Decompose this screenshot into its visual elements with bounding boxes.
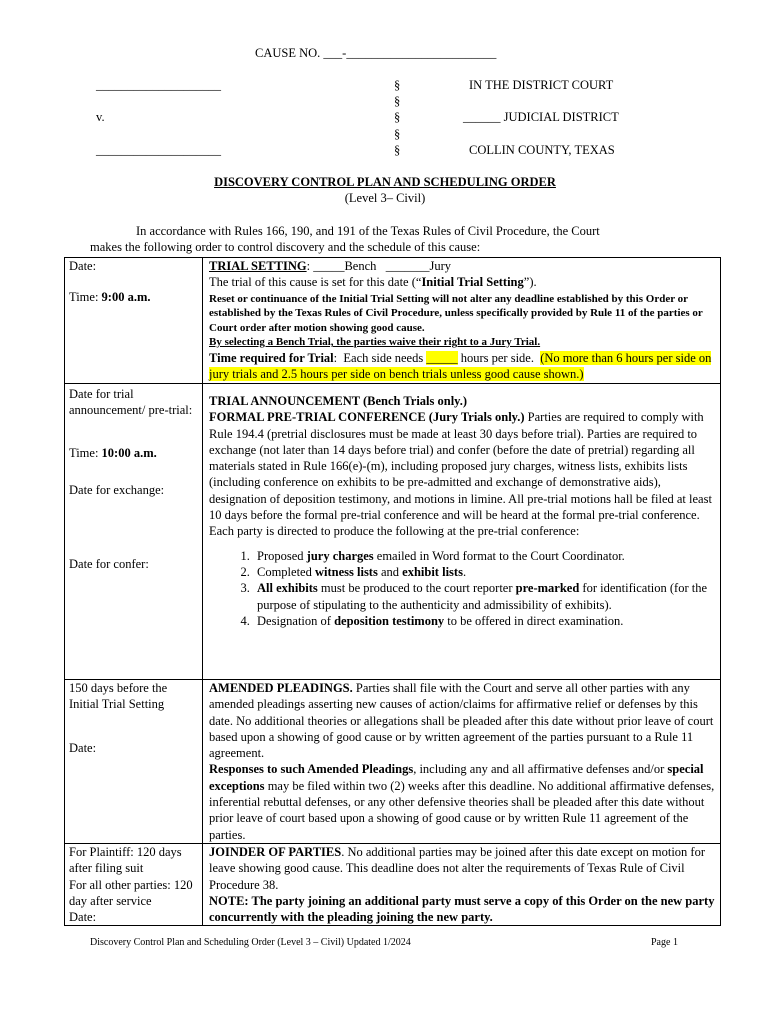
trial-setting-heading: TRIAL SETTING: _____Bench _______Jury [209,259,452,273]
joinder-paragraph: JOINDER OF PARTIES. No additional parties may be joined after this date except on motion for leave showing good cause. This deadline does not alter the requirements of Texas Rule of Civil Procedure 38. [209,845,706,892]
district-label: ______ JUDICIAL DISTRICT [463,110,619,124]
defendant-blank: ____________________ [96,143,221,157]
footer-title: Discovery Control Plan and Scheduling Order (Level 3 – Civil) Updated 1/2024 [90,937,411,948]
table-row [65,680,721,844]
table-row [65,844,721,926]
pretrial-items-list [209,548,716,629]
page-subtitle: (Level 3– Civil) [344,191,426,205]
trial-setting-cell [203,258,721,384]
joinder-date-label: Date: [69,910,97,925]
page-title: DISCOVERY CONTROL PLAN AND SCHEDULING ORDER [214,175,556,189]
plaintiff-blank: ____________________ [96,78,221,92]
list-item: 1. Proposed jury charges emailed in Word format to the Court Coordinator. [253,548,716,564]
section-sign: § [394,78,401,92]
cause-number: CAUSE NO. ___-________________________ [255,46,497,60]
responses-paragraph: Responses to such Amended Pleadings, including any and all affirmative defenses and/or special exceptions may be filed within two (2) weeks after this deadline. No additional affirmative defenses, inferential rebuttal defenses, or any other defensive theories shall be pleaded after this date without prior leave of court based upon a showing of good cause or by written Rule 11 agreement of the parties. [209,762,715,842]
pretrial-date-label: Date for trial announcement/ pre-trial: [69,387,193,418]
section-sign: § [394,143,401,157]
joinder-cell [203,844,721,926]
exchange-date-label: Date for exchange: [69,482,165,497]
list-item: 4. Designation of deposition testimony to be offered in direct examination. [253,613,716,629]
section-sign: § [394,127,401,141]
table-row [65,258,721,384]
pretrial-paragraph: FORMAL PRE-TRIAL CONFERENCE (Jury Trials only.) Parties are required to comply with Rule 194.4 (pretrial disclosures must be made at least 30 days before trial). Parties are required to exchange (not later than 14 days before trial) and confer (before the date of pretrial) regarding all materials stated in Rule 166(e)-(m), including proposed jury charges, witness lists, exhibits lists (including conference on exhibits to be pre-admitted and exchange of demonstrative aids), designation of deposition testimony, and motions in limine. All pre-trial motions hall be filed at least 10 days before the formal pre-trial conference and will be heard at the formal pre-trial conference. Each party is directed to produce the following at the pre-trial conference: [209,410,712,539]
amended-pleadings-cell [203,680,721,844]
pretrial-left-cell [65,384,203,680]
other-parties-deadline-label: For all other parties: 120 day after service [69,877,193,908]
pretrial-cell [203,384,721,680]
court-label: IN THE DISTRICT COURT [469,78,614,92]
time-required: Time required for Trial: Each side needs _____ hours per side. (No more than 6 hours per side on jury trials and 2.5 hours per side on bench trials unless good cause shown.) [209,350,712,381]
amended-pleadings-paragraph: AMENDED PLEADINGS. Parties shall file with the Court and serve all other parties with any amended pleadings asserting new causes of action/claims for affirmative relief or defenses by this date. No additional theories or allegations shall be pleaded after this date without prior leave of court based upon a showing of good cause or by written agreement of the parties pursuant to a Rule 11 agreement. [209,681,714,761]
trial-setting-paragraph: The trial of this cause is set for this date (“Initial Trial Setting”). [209,275,537,290]
confer-date-label: Date for confer: [69,557,149,572]
bench-trial-notice: By selecting a Bench Trial, the parties waive their right to a Jury Trial. [209,336,541,349]
trial-date-label: Date: [69,259,97,273]
plaintiff-deadline-label: For Plaintiff: 120 days after filing suit [69,845,182,876]
list-item: 2. Completed witness lists and exhibit lists. [253,564,716,580]
versus-label: v. [96,110,105,124]
amended-date-label: Date: [69,740,97,755]
amended-deadline-label: 150 days before the Initial Trial Setting [69,681,168,712]
intro-line-1: In accordance with Rules 166, 190, and 191 of the Texas Rules of Civil Procedure, the Court [136,224,600,238]
county-label: COLLIN COUNTY, TEXAS [469,143,615,157]
page-number: Page 1 [651,937,678,948]
amended-left-cell [65,680,203,844]
joinder-left-cell [65,844,203,926]
table-row [65,384,721,680]
trial-announcement-heading: TRIAL ANNOUNCEMENT (Bench Trials only.) [209,394,468,408]
list-item: 3. All exhibits must be produced to the court reporter pre-marked for identification (for the purpose of stipulating to the authenticity and admissibility of exhibits). [253,580,716,613]
trial-left-cell [65,258,203,384]
reset-notice: Reset or continuance of the Initial Trial Setting will not alter any deadline established by this Order or established by the Texas Rules of Civil Procedure, unless specifically provided by Rule 11 of the parties or Court order after motion showing good cause. [209,292,703,334]
trial-time: Time: 9:00 a.m. [69,290,151,305]
pretrial-time: Time: 10:00 a.m. [69,445,157,460]
schedule-table [64,257,721,926]
joinder-note: NOTE: The party joining an additional party must serve a copy of this Order on the new party concurrently with the pleading joining the new party. [209,893,715,925]
intro-line-2: makes the following order to control discovery and the schedule of this cause: [90,240,481,254]
section-sign: § [394,94,401,108]
section-sign: § [394,110,401,124]
